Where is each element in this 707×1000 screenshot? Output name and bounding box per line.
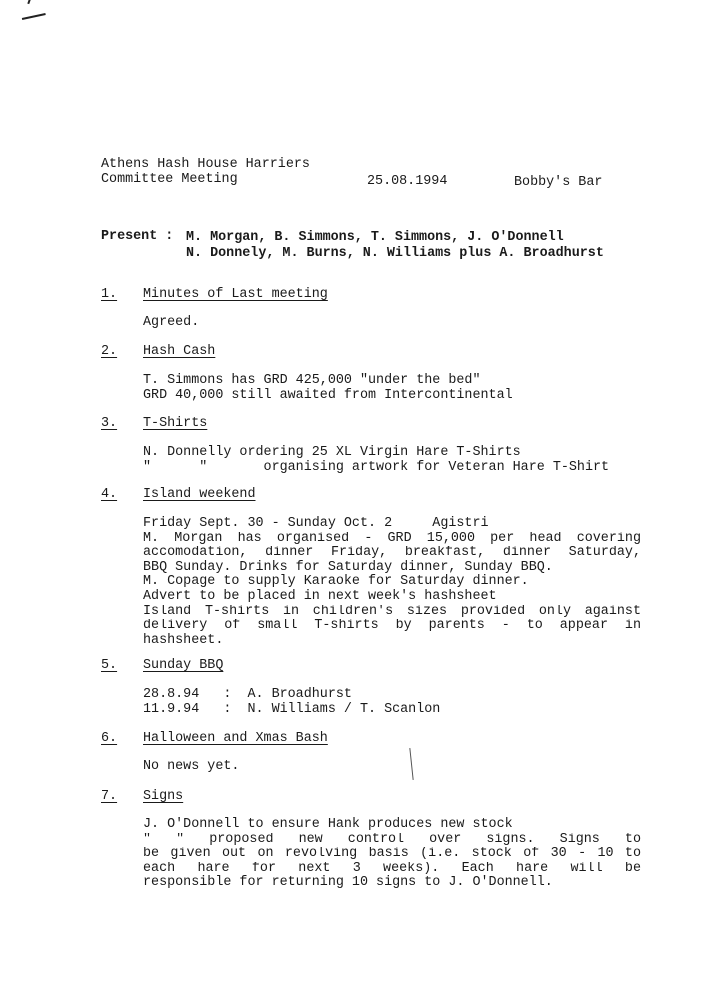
item-text-line: be given out on revolving basis (i.e. stock of 30 - 10 to [143,847,641,862]
item-text-line: M. Copage to supply Karaoke for Saturday dinner. [143,574,529,590]
item-title: Hash Cash [143,344,216,359]
item-text-line: Friday Sept. 30 - Sunday Oct. 2 Agistri [143,516,489,531]
item-text-line: 11.9.94 : N. Williams / T. Scanlon [143,701,441,717]
item-title: Sunday BBQ [143,658,224,673]
item-text-line: T. Simmons has GRD 425,000 "under the bed" [143,373,481,388]
item-title: Signs [143,789,184,804]
item-number: 1. [101,287,118,302]
item-text-line: Island T-shirts in children's sizes provided only against [143,604,641,619]
item-title: Minutes of Last meeting [143,287,328,302]
org-name: Athens Hash House Harriers [101,157,310,172]
item-text-line: hashsheet. [143,632,224,648]
item-text-line: " " organising artwork for Veteran Hare T-Shirt [143,459,610,475]
item-body [143,517,641,648]
item-text-line: M. Morgan has organised - GRD 15,000 per head covering [143,531,641,546]
item-body [143,316,643,331]
present-line-1: M. Morgan, B. Simmons, T. Simmons, J. O'Donnell [186,230,564,245]
item-body [143,446,643,475]
item-title: Island weekend [143,487,256,502]
corner-pen-mark [22,13,46,19]
item-text-line: Agreed. [143,315,200,330]
item-text-line: Advert to be placed in next week's hashsheet [143,588,497,604]
meeting-venue: Bobby's Bar [514,175,603,190]
item-text-line: delivery of small T-shirts by parents - to appear in [143,619,641,634]
item-number: 2. [101,344,118,359]
item-number: 3. [101,416,118,431]
present-line-2: N. Donnely, M. Burns, N. Williams plus A. Broadhurst [186,246,604,261]
item-body [143,818,641,891]
corner-pen-mark [27,0,35,4]
item-number: 6. [101,731,118,746]
item-text-line: accomodation, dinner Friday, breakfast, dinner Saturday, [143,546,641,561]
item-text-line: GRD 40,000 still awaited from Intercontinental [143,387,513,403]
item-text-line: each hare for next 3 weeks). Each hare will be [143,861,641,876]
item-text-line: " " proposed new control over signs. Signs to [143,832,641,847]
item-body [143,760,643,775]
item-text-line: J. O'Donnell to ensure Hank produces new stock [143,817,513,832]
present-label: Present : [101,229,174,244]
meeting-date: 25.08.1994 [367,174,448,189]
item-number: 4. [101,487,118,502]
item-text-line: 28.8.94 : A. Broadhurst [143,687,352,702]
item-text-line: No news yet. [143,759,240,774]
item-number: 5. [101,658,118,673]
item-body [143,688,643,717]
item-title: T-Shirts [143,416,208,431]
item-text-line: N. Donnelly ordering 25 XL Virgin Hare T-Shirts [143,445,521,460]
item-body [143,374,643,403]
item-text-line: BBQ Sunday. Drinks for Saturday dinner, Sunday BBQ. [143,559,553,575]
item-text-line: responsible for returning 10 signs to J. O'Donnell. [143,875,553,891]
item-title: Halloween and Xmas Bash [143,731,328,746]
item-number: 7. [101,789,118,804]
meeting-type: Committee Meeting [101,172,238,187]
